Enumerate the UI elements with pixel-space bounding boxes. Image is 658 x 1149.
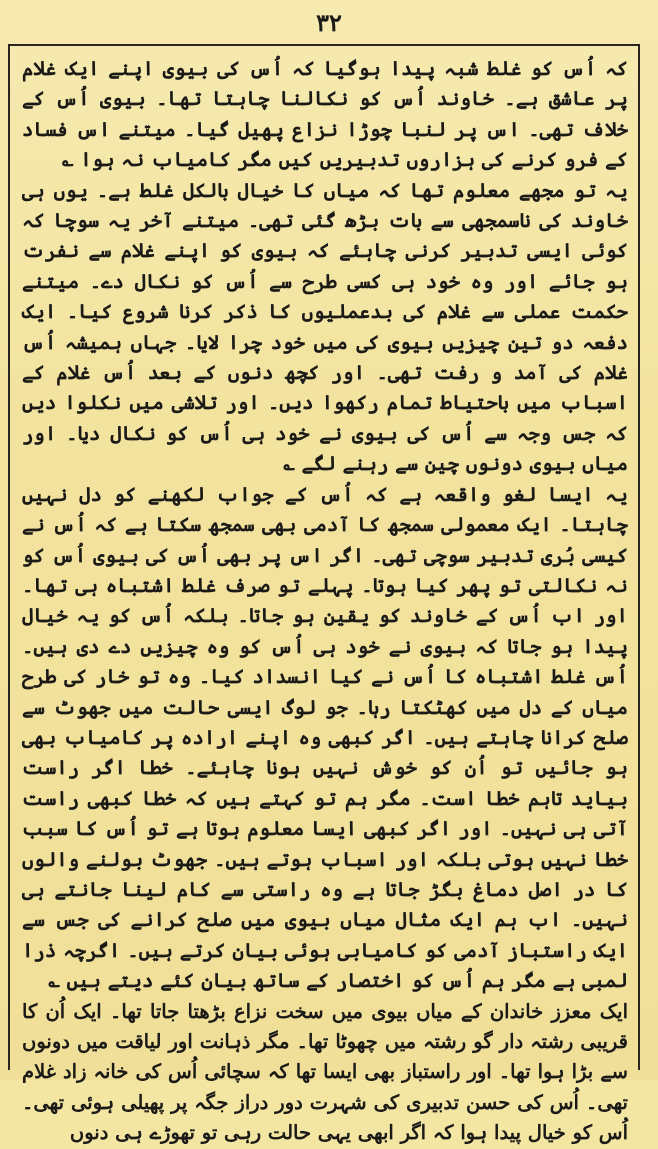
- paragraph: یہ تو مجھے معلوم تھا کہ میاں کا خیال بالکل غلط ہے۔ یوں ہی خاوند کی ناسمجھی سے بات بڑھ گئی تھی۔ میتنے آخر یہ سوچا کہ کوئی ایسی تدبیر کرنی چاہئے کہ بیوی کو اپنے غلام سے نفرت ہو جائے اور وہ خود ہی کسی طرح سے اُس کو نکال دے۔ میتنے حکمت عملی سے غلام کی بدعملیوں کا ذکر کرنا شروع کیا۔ ایک دفعہ دو تین چیزیں بیوی کی میں خود چرا لایا۔ جہاں ہمیشہ اُس غلام کی آمد و رفت تھی۔ اور کچھ دنوں کے بعد اُس غلام کے اسباب میں باحتیاط تمام رکھوا دیں۔ اور تلاشی میں نکلوا دیں کہ جس وجہ سے اُس کی بیوی نے خود ہی اُس کو نکال دیا۔ اور میاں بیوی دونوں چین سے رہنے لگے ؎: [22, 178, 628, 476]
- paragraph: کہ اُس کو غلط شبہ پیدا ہوگیا کہ اُس کی بیوی اپنے ایک غلام پر عاشق ہے۔ خاوند اُس کو نکالنا چاہتا تھا۔ بیوی اُس کے خلاف تھی۔ اس پر لنبا چوڑا نزاع پھیل گیا۔ میتنے اس فساد کے فرو کرنے کی ہزاروں تدبیریں کیں مگر کامیاب نہ ہوا ؎: [22, 57, 628, 172]
- paragraph: ایک معزز خاندان کے میاں بیوی میں سخت نزاع بڑھتا جاتا تھا۔ ایک اُن کا قریبی رشتہ دار گو رشتہ میں چھوٹا تھا۔ مگر ذہانت اور لیاقت میں دونوں سے بڑا ہوا تھا۔ اور راستباز بھی ایسا تھا کہ سچائی اُس کی خانہ زاد غلام تھی۔ اُس کی حسن تدبیری کی شہرت دور دراز جگہ پر پھیلی ہوئی تھی۔ اُس کو خیال پیدا ہوا کہ اگر ابھی یہی حالت رہی تو تھوڑے ہی دنوں: [22, 999, 628, 1145]
- paragraph: یہ ایسا لغو واقعہ ہے کہ اُس کے جواب لکھنے کو دل نہیں چاہتا۔ ایک معمولی سمجھ کا آدمی بھی سمجھ سکتا ہے کہ اُس نے کیسی بُری تدبیر سوچی تھی۔ اگر اس پر بھی اُس کی بیوی اُس کو نہ نکالتی تو پھر کیا ہوتا۔ پہلے تو صرف غلط اشتباہ ہی تھا۔ اور اب اُس کے خاوند کو یقین ہو جاتا۔ بلکہ اُس کو یہ خیال پیدا ہو جاتا کہ بیوی نے خود ہی اُس کو وہ چیزیں دے دی ہیں۔ اُس غلط اشتباہ کا اُس نے کیا انسداد کیا۔ وہ تو خار کی طرح میاں کے دل میں کھٹکتا رہا۔ جو لوگ ایسی حالت میں جھوٹ سے صلح کرانا چاہتے ہیں۔ اگر کبھی وہ اپنے ارادہ پر کامیاب بھی ہو جائیں تو اُن کو خوش نہیں ہونا چاہئے۔ خطا اگر راست بیاید تاہم خطا است۔ مگر ہم تو کہتے ہیں کہ خطا کبھی راست آتی ہی نہیں۔ اور اگر کبھی ایسا معلوم ہوتا ہے تو اُس کا سبب خطا نہیں ہوتی بلکہ اور اسباب ہوتے ہیں۔ جھوٹ بولنے والوں کا در اصل دماغ بگڑ جاتا ہے وہ راستی سے کام لینا جانتے ہی نہیں۔ اب ہم ایک مثال میاں بیوی میں صلح کرانے کی جس سے ایک راستباز آدمی کو کامیابی ہوئی بیان کرتے ہیں۔ اگرچہ ذرا لمبی ہے مگر ہم اُس کو اختصار کے ساتھ بیان کئے دیتے ہیں ؎: [22, 482, 628, 993]
- urdu-text-body: [22, 54, 628, 1145]
- page-number: ۳۲: [316, 8, 342, 37]
